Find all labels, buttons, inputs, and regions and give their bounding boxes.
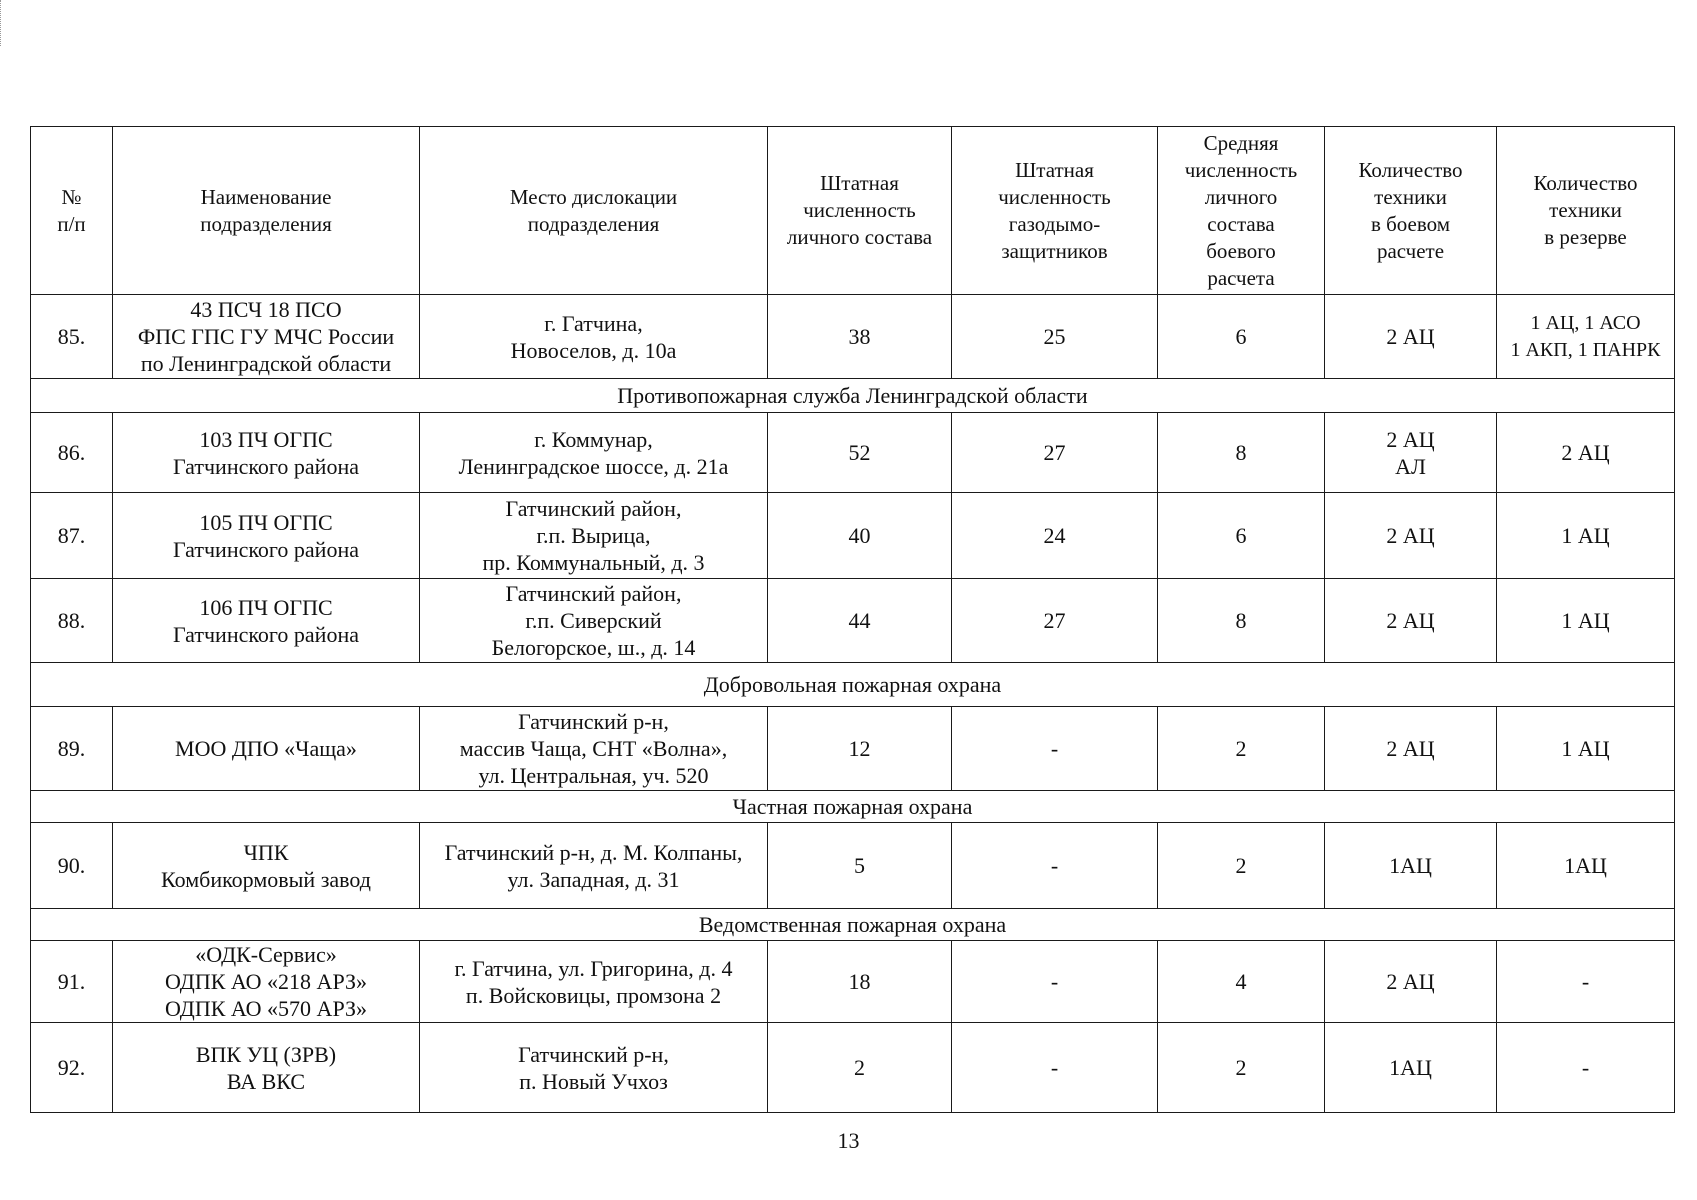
- section-row: [31, 791, 1675, 823]
- unit-name-cell: 105 ПЧ ОГПС Гатчинского района: [113, 493, 420, 579]
- staff-count-cell: 44: [768, 579, 952, 663]
- staff-count-cell: 40: [768, 493, 952, 579]
- section-title: Ведомственная пожарная охрана: [31, 909, 1675, 941]
- page-number: 13: [837, 1128, 860, 1153]
- equipment-in-reserve-cell: 1 АЦ, 1 АСО 1 АКП, 1 ПАНРК: [1497, 295, 1675, 379]
- gas-smoke-protectors-cell: 27: [952, 579, 1158, 663]
- avg-combat-crew-cell: 2: [1158, 707, 1325, 791]
- row-number-cell: 87.: [31, 493, 113, 579]
- avg-combat-crew-cell: 6: [1158, 493, 1325, 579]
- equipment-in-reserve-cell: 1 АЦ: [1497, 579, 1675, 663]
- section-row: [31, 909, 1675, 941]
- table-header-row: [31, 127, 1675, 295]
- staff-count-cell: 2: [768, 1023, 952, 1113]
- row-number-cell: 85.: [31, 295, 113, 379]
- unit-name-cell: 103 ПЧ ОГПС Гатчинского района: [113, 413, 420, 493]
- row-number-cell: 91.: [31, 941, 113, 1023]
- staff-count-cell: 52: [768, 413, 952, 493]
- unit-name-cell: ЧПК Комбикормовый завод: [113, 823, 420, 909]
- equipment-in-combat-cell: 2 АЦ: [1325, 295, 1497, 379]
- header-equipment-in-reserve: Количество техники в резерве: [1497, 127, 1675, 295]
- location-cell: Гатчинский р-н, п. Новый Учхоз: [420, 1023, 768, 1113]
- equipment-in-combat-cell: 2 АЦ: [1325, 707, 1497, 791]
- equipment-in-combat-cell: 1АЦ: [1325, 823, 1497, 909]
- header-avg-combat-crew: Средняя численность личного состава боевого расчета: [1158, 127, 1325, 295]
- unit-name-cell: «ОДК-Сервис» ОДПК АО «218 АРЗ» ОДПК АО «570 АРЗ»: [113, 941, 420, 1023]
- section-title: Противопожарная служба Ленинградской области: [31, 379, 1675, 413]
- section-row: [31, 379, 1675, 413]
- header-equipment-in-combat: Количество техники в боевом расчете: [1325, 127, 1497, 295]
- location-cell: Гатчинский р-н, массив Чаща, СНТ «Волна», ул. Центральная, уч. 520: [420, 707, 768, 791]
- location-cell: Гатчинский район, г.п. Сиверский Белогорское, ш., д. 14: [420, 579, 768, 663]
- location-cell: г. Коммунар, Ленинградское шоссе, д. 21а: [420, 413, 768, 493]
- equipment-in-reserve-cell: 2 АЦ: [1497, 413, 1675, 493]
- table-row: [31, 413, 1675, 493]
- location-cell: Гатчинский р-н, д. М. Колпаны, ул. Западная, д. 31: [420, 823, 768, 909]
- header-staff-count: Штатная численность личного состава: [768, 127, 952, 295]
- row-number-cell: 86.: [31, 413, 113, 493]
- equipment-in-reserve-cell: 1 АЦ: [1497, 707, 1675, 791]
- gas-smoke-protectors-cell: -: [952, 707, 1158, 791]
- section-row: [31, 663, 1675, 707]
- equipment-in-combat-cell: 2 АЦ: [1325, 493, 1497, 579]
- table-row: [31, 295, 1675, 379]
- table-row: [31, 579, 1675, 663]
- avg-combat-crew-cell: 6: [1158, 295, 1325, 379]
- unit-name-cell: 43 ПСЧ 18 ПСО ФПС ГПС ГУ МЧС России по Ленинградской области: [113, 295, 420, 379]
- equipment-in-reserve-cell: 1АЦ: [1497, 823, 1675, 909]
- header-number: № п/п: [31, 127, 113, 295]
- equipment-in-combat-cell: 2 АЦ: [1325, 579, 1497, 663]
- unit-name-cell: 106 ПЧ ОГПС Гатчинского района: [113, 579, 420, 663]
- table-row: [31, 941, 1675, 1023]
- gas-smoke-protectors-cell: -: [952, 941, 1158, 1023]
- equipment-in-combat-cell: 2 АЦ: [1325, 941, 1497, 1023]
- section-title: Добровольная пожарная охрана: [31, 663, 1675, 707]
- location-cell: Гатчинский район, г.п. Вырица, пр. Коммунальный, д. 3: [420, 493, 768, 579]
- equipment-in-combat-cell: 1АЦ: [1325, 1023, 1497, 1113]
- header-unit-name: Наименование подразделения: [113, 127, 420, 295]
- location-cell: г. Гатчина, Новоселов, д. 10а: [420, 295, 768, 379]
- staff-count-cell: 18: [768, 941, 952, 1023]
- table-row: [31, 823, 1675, 909]
- header-gas-smoke-protectors: Штатная численность газодымо- защитников: [952, 127, 1158, 295]
- unit-name-cell: МОО ДПО «Чаща»: [113, 707, 420, 791]
- equipment-in-reserve-cell: -: [1497, 941, 1675, 1023]
- row-number-cell: 89.: [31, 707, 113, 791]
- avg-combat-crew-cell: 2: [1158, 823, 1325, 909]
- fire-units-table: [30, 126, 1675, 1113]
- equipment-in-reserve-cell: 1 АЦ: [1497, 493, 1675, 579]
- section-title: Частная пожарная охрана: [31, 791, 1675, 823]
- unit-name-cell: ВПК УЦ (ЗРВ) ВА ВКС: [113, 1023, 420, 1113]
- gas-smoke-protectors-cell: 25: [952, 295, 1158, 379]
- gas-smoke-protectors-cell: -: [952, 823, 1158, 909]
- row-number-cell: 88.: [31, 579, 113, 663]
- staff-count-cell: 38: [768, 295, 952, 379]
- avg-combat-crew-cell: 8: [1158, 413, 1325, 493]
- staff-count-cell: 12: [768, 707, 952, 791]
- table-row: [31, 493, 1675, 579]
- row-number-cell: 90.: [31, 823, 113, 909]
- scan-edge-mark: [0, 0, 3, 46]
- gas-smoke-protectors-cell: 27: [952, 413, 1158, 493]
- row-number-cell: 92.: [31, 1023, 113, 1113]
- header-location: Место дислокации подразделения: [420, 127, 768, 295]
- avg-combat-crew-cell: 8: [1158, 579, 1325, 663]
- equipment-in-combat-cell: 2 АЦ АЛ: [1325, 413, 1497, 493]
- gas-smoke-protectors-cell: -: [952, 1023, 1158, 1113]
- gas-smoke-protectors-cell: 24: [952, 493, 1158, 579]
- location-cell: г. Гатчина, ул. Григорина, д. 4 п. Войсковицы, промзона 2: [420, 941, 768, 1023]
- avg-combat-crew-cell: 4: [1158, 941, 1325, 1023]
- table-row: [31, 1023, 1675, 1113]
- equipment-in-reserve-cell: -: [1497, 1023, 1675, 1113]
- table-row: [31, 707, 1675, 791]
- staff-count-cell: 5: [768, 823, 952, 909]
- avg-combat-crew-cell: 2: [1158, 1023, 1325, 1113]
